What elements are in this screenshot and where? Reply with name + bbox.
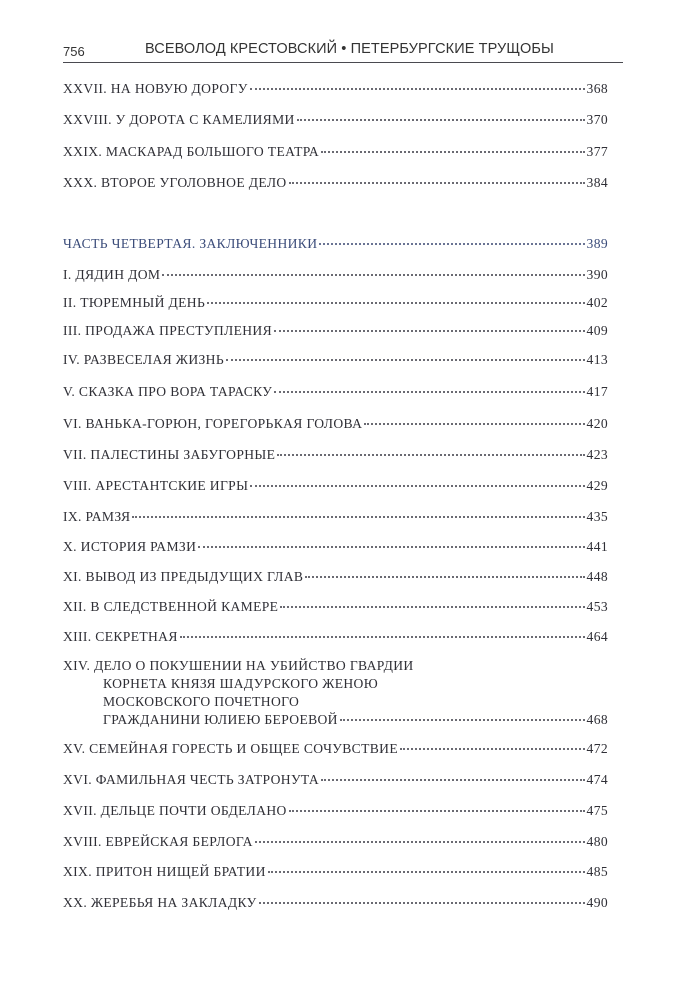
dot-leader xyxy=(226,358,585,361)
toc-entry-page: 370 xyxy=(586,112,608,127)
toc-entry-page: 435 xyxy=(586,509,608,524)
toc-entry-title: XV. СЕМЕЙНАЯ ГОРЕСТЬ И ОБЩЕЕ СОЧУВСТВИЕ xyxy=(63,741,398,756)
toc-entry-title: V. СКАЗКА ПРО ВОРА ТАРАСКУ xyxy=(63,384,273,399)
toc-entry-page: 448 xyxy=(586,569,608,584)
toc-entry-page: 377 xyxy=(586,144,608,159)
toc-entry-page: 402 xyxy=(586,295,608,310)
toc-entry[interactable] xyxy=(63,383,608,401)
toc-entry-title-line: ГРАЖДАНИНИ ЮЛИЕЮ БЕРОЕВОЙ xyxy=(103,712,338,727)
toc-entry-title: XI. ВЫВОД ИЗ ПРЕДЫДУЩИХ ГЛАВ xyxy=(63,569,304,584)
toc-entry[interactable] xyxy=(63,80,608,98)
toc-entry[interactable] xyxy=(63,294,608,312)
toc-entry-title: XIX. ПРИТОН НИЩЕЙ БРАТИИ xyxy=(63,864,266,879)
dot-leader xyxy=(340,718,585,721)
page-number: 756 xyxy=(63,44,85,59)
dot-leader xyxy=(268,870,585,873)
toc-entry-page: 413 xyxy=(586,352,608,367)
toc-entry-title: XIII. СЕКРЕТНАЯ xyxy=(63,629,178,644)
toc-part-page: 389 xyxy=(586,236,608,251)
toc-entry-page: 384 xyxy=(586,175,608,190)
toc-entry-title: XXIX. МАСКАРАД БОЛЬШОГО ТЕАТРА xyxy=(63,144,320,159)
toc-entry-page: 368 xyxy=(586,81,608,96)
dot-leader xyxy=(259,901,585,904)
toc-entry[interactable] xyxy=(63,628,608,646)
dot-leader xyxy=(132,515,584,518)
toc-entry[interactable] xyxy=(63,598,608,616)
page-header xyxy=(63,40,623,63)
toc-part-title: ЧАСТЬ ЧЕТВЕРТАЯ. ЗАКЛЮЧЕННИКИ xyxy=(63,236,318,251)
toc-entry-page: 429 xyxy=(586,478,608,493)
toc-entry[interactable] xyxy=(63,568,608,586)
toc-entry-page: 475 xyxy=(586,803,608,818)
dot-leader xyxy=(305,575,584,578)
dot-leader xyxy=(274,329,585,332)
toc-entry-page: 472 xyxy=(586,741,608,756)
toc-entry-title: XXX. ВТОРОЕ УГОЛОВНОЕ ДЕЛО xyxy=(63,175,287,190)
toc-entry-title: I. ДЯДИН ДОМ xyxy=(63,267,161,282)
toc-entry-page: 409 xyxy=(586,323,608,338)
toc-entry-title: II. ТЮРЕМНЫЙ ДЕНЬ xyxy=(63,295,206,310)
dot-leader xyxy=(400,747,585,750)
dot-leader xyxy=(289,181,585,184)
toc-entry-title: VI. ВАНЬКА-ГОРЮН, ГОРЕГОРЬКАЯ ГОЛОВА xyxy=(63,416,363,431)
toc-entry-page: 468 xyxy=(586,712,608,727)
toc-entry[interactable] xyxy=(63,415,608,433)
dot-leader xyxy=(321,150,584,153)
toc-entry-title-line: КОРНЕТА КНЯЗЯ ШАДУРСКОГО ЖЕНОЮ xyxy=(103,676,379,691)
toc-entry[interactable] xyxy=(63,802,608,820)
dot-leader xyxy=(162,273,584,276)
toc-entry-page: 420 xyxy=(586,416,608,431)
toc-entry-title: X. ИСТОРИЯ РАМЗИ xyxy=(63,539,197,554)
toc-entry-title-line: МОСКОВСКОГО ПОЧЕТНОГО xyxy=(103,694,300,709)
toc-entry[interactable] xyxy=(63,740,608,758)
toc-entry-title: XXVII. НА НОВУЮ ДОРОГУ xyxy=(63,81,248,96)
toc-entry-page: 453 xyxy=(586,599,608,614)
toc-entry-title: IV. РАЗВЕСЕЛАЯ ЖИЗНЬ xyxy=(63,352,224,367)
toc-entry-page: 480 xyxy=(586,834,608,849)
toc-entry[interactable] xyxy=(63,508,608,526)
toc-entry[interactable] xyxy=(63,833,608,851)
toc-entry-page: 423 xyxy=(586,447,608,462)
toc-entry-title: XVII. ДЕЛЬЦЕ ПОЧТИ ОБДЕЛАНО xyxy=(63,803,287,818)
dot-leader xyxy=(319,242,584,245)
dot-leader xyxy=(297,118,585,121)
toc-entry[interactable] xyxy=(63,351,608,369)
toc-entry-title: III. ПРОДАЖА ПРЕСТУПЛЕНИЯ xyxy=(63,323,273,338)
toc-entry-title: IX. РАМЗЯ xyxy=(63,509,131,524)
dot-leader xyxy=(321,778,584,781)
toc-entry-title: XX. ЖЕРЕБЬЯ НА ЗАКЛАДКУ xyxy=(63,895,257,910)
dot-leader xyxy=(250,484,584,487)
toc-entry-title: XII. В СЛЕДСТВЕННОЙ КАМЕРЕ xyxy=(63,599,279,614)
toc-entry-title: XVIII. ЕВРЕЙСКАЯ БЕРЛОГА xyxy=(63,834,253,849)
toc-entry[interactable] xyxy=(63,174,608,192)
dot-leader xyxy=(180,635,585,638)
toc-entry-title-line: XIV. ДЕЛО О ПОКУШЕНИИ НА УБИЙСТВО ГВАРДИИ xyxy=(63,658,414,673)
dot-leader xyxy=(289,809,585,812)
dot-leader xyxy=(277,453,584,456)
dot-leader xyxy=(250,87,585,90)
toc-entry-page: 464 xyxy=(586,629,608,644)
dot-leader xyxy=(255,840,585,843)
toc-entry-multiline[interactable] xyxy=(63,657,608,729)
toc-entry-page: 390 xyxy=(586,267,608,282)
toc-entry-page: 490 xyxy=(586,895,608,910)
toc-entry-title: XVI. ФАМИЛЬНАЯ ЧЕСТЬ ЗАТРОНУТА xyxy=(63,772,320,787)
toc-entry[interactable] xyxy=(63,446,608,464)
toc-entry-page: 417 xyxy=(586,384,608,399)
toc-entry[interactable] xyxy=(63,322,608,340)
toc-entry-title: XXVIII. У ДОРОТА С КАМЕЛИЯМИ xyxy=(63,112,295,127)
toc-entry[interactable] xyxy=(63,266,608,284)
toc-entry-title: VIII. АРЕСТАНТСКИЕ ИГРЫ xyxy=(63,478,249,493)
toc-entry[interactable] xyxy=(63,894,608,912)
toc-entry[interactable] xyxy=(63,111,608,129)
toc-entry[interactable] xyxy=(63,143,608,161)
toc-entry[interactable] xyxy=(63,771,608,789)
toc-entry[interactable] xyxy=(63,538,608,556)
dot-leader xyxy=(274,390,584,393)
toc-entry-title: VII. ПАЛЕСТИНЫ ЗАБУГОРНЫЕ xyxy=(63,447,276,462)
toc-entry[interactable] xyxy=(63,477,608,495)
toc-entry-page: 485 xyxy=(586,864,608,879)
toc-entry-page: 474 xyxy=(586,772,608,787)
toc-entry[interactable] xyxy=(63,863,608,881)
dot-leader xyxy=(207,301,584,304)
dot-leader xyxy=(364,422,584,425)
running-head: ВСЕВОЛОД КРЕСТОВСКИЙ • ПЕТЕРБУРГСКИЕ ТРУЩОБЫ xyxy=(145,41,554,57)
dot-leader xyxy=(198,545,584,548)
dot-leader xyxy=(280,605,584,608)
toc-entry-page: 441 xyxy=(586,539,608,554)
toc-part-heading[interactable] xyxy=(63,235,608,253)
